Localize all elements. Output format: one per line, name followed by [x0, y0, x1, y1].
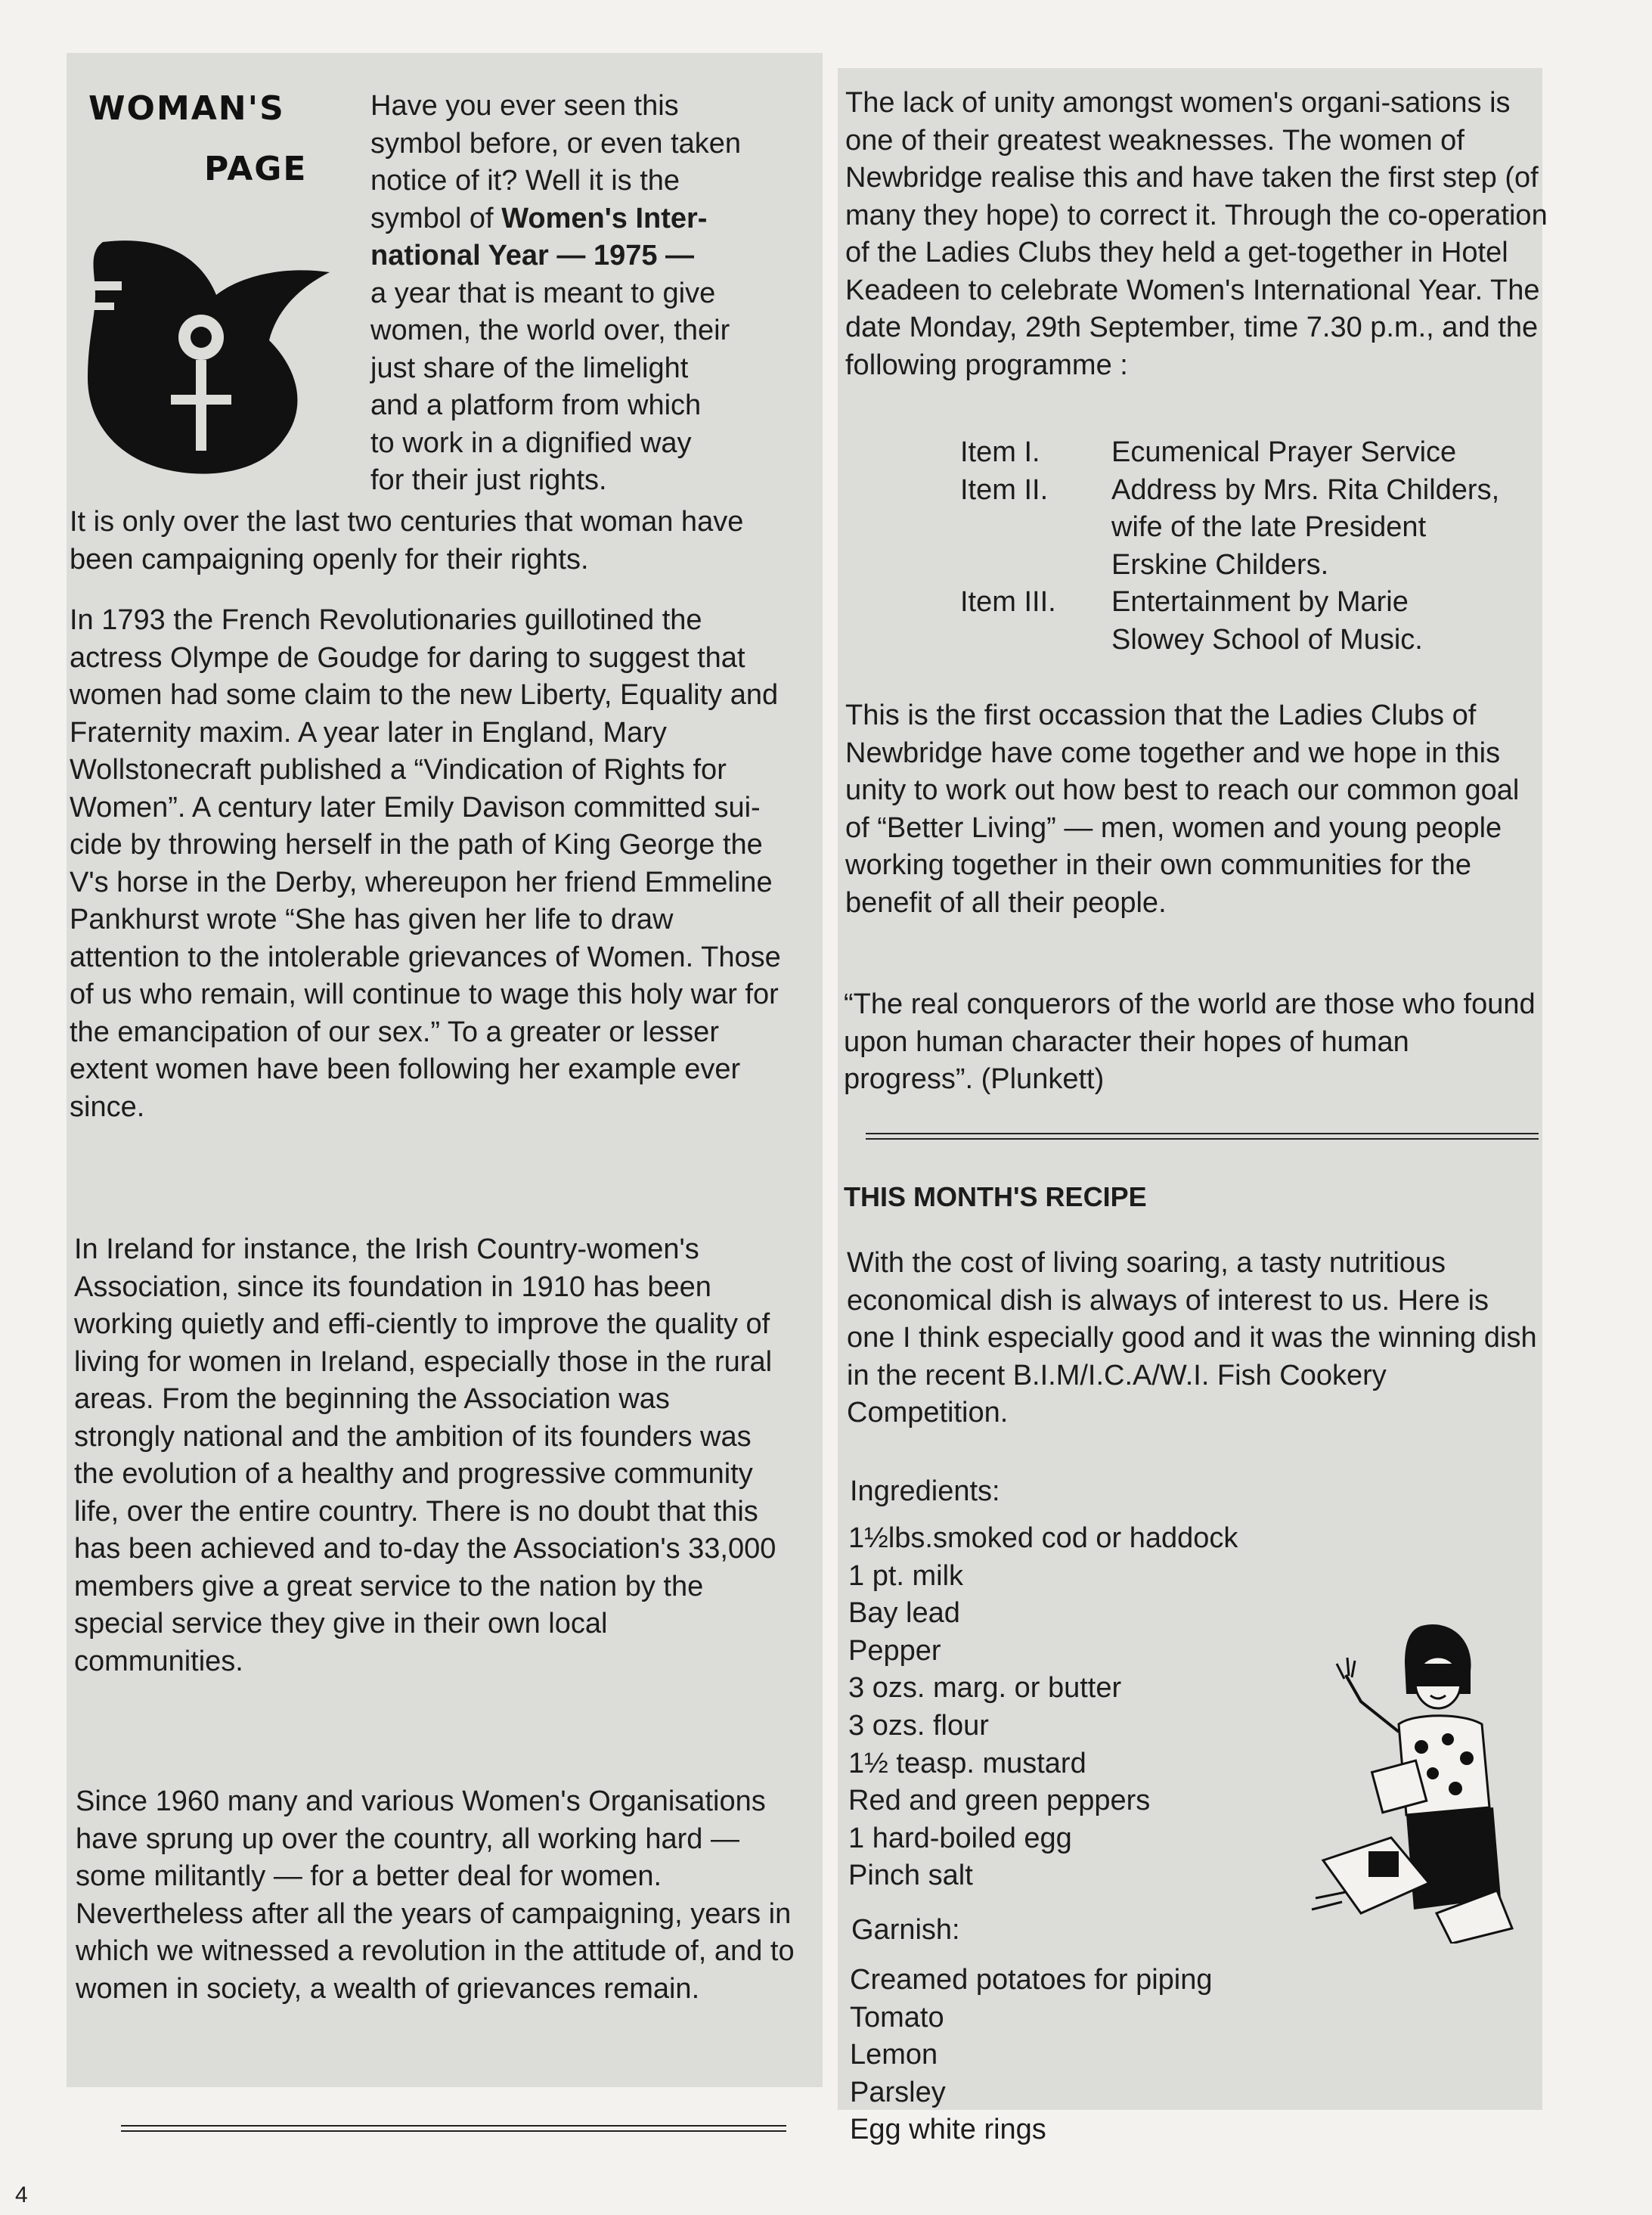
intro-line: to work in a dignified way — [370, 427, 692, 459]
intro-line: notice of it? Well it is the — [370, 165, 680, 197]
woman-cooking-illustration — [1300, 1611, 1527, 1944]
programme-item-number: Item III. — [960, 586, 1056, 618]
recipe-title: THIS MONTH'S RECIPE — [844, 1181, 1147, 1212]
garnish-item: Parsley — [850, 2076, 946, 2108]
womens-year-symbol-icon — [73, 227, 345, 484]
intro-line: Have you ever seen this — [370, 90, 679, 122]
programme-item-desc: Address by Mrs. Rita Childers, wife of the late President Erskine Childers. — [1111, 473, 1500, 581]
ingredient-item: 1 hard-boiled egg — [848, 1822, 1072, 1854]
intro-line: a year that is meant to give — [370, 277, 716, 309]
programme-item — [960, 434, 1505, 472]
intro-line: women, the world over, their — [370, 315, 730, 346]
intro-tail-paragraph: It is only over the last two centuries that woman have been campaigning openly for their rights. — [70, 506, 744, 575]
ingredient-item: 3 ozs. marg. or butter — [848, 1672, 1122, 1705]
intro-line: just share of the limelight — [370, 352, 689, 384]
ingredients-label: Ingredients: — [850, 1475, 1000, 1507]
intro-line-bold: national Year — 1975 — — [370, 240, 695, 271]
ingredient-item: Bay lead — [848, 1597, 960, 1630]
page-heading-page: PAGE — [204, 150, 308, 188]
ingredients-list — [848, 1520, 1238, 1895]
icwa-paragraph: In Ireland for instance, the Irish Country-women's Association, since its foundation in 1910 has been working quietly and effi-ciently to improve the quality of living for women in Ireland, especially those in the rural areas. From the beginning the Association was strongly national and the ambition of its founders was the evolution of a healthy and progressive community life, over the entire country. There is no doubt that this has been achieved and to-day the Association's 33,000 members give a great service to the nation by the special service they give in their own local communities. — [74, 1233, 776, 1677]
programme-item — [960, 472, 1505, 585]
programme-item-desc: Ecumenical Prayer Service — [1111, 436, 1457, 468]
intro-line: for their just rights. — [370, 464, 607, 496]
unity-paragraph: The lack of unity amongst women's organi-sations is one of their greatest weaknesses. The women of Newbridge realise this and have taken the first step (of many they hope) to correct it. Through the co-operation of the Ladies Clubs they held a get-together in Hotel Keadeen to celebrate Women's International Year. The date Monday, 29th September, time 7.30 p.m., and the following programme : — [845, 87, 1548, 381]
ingredient-item: Red and green peppers — [848, 1785, 1151, 1817]
recipe-intro: With the cost of living soaring, a tasty nutritious economical dish is always of interest to us. Here is one I think especially good and it was the winning dish in the recent B.I.M/I.C.A/W.I. Fish Cookery Competition. — [847, 1247, 1537, 1429]
intro-line: and a platform from which — [370, 389, 702, 421]
history-paragraph: In 1793 the French Revolutionaries guillotined the actress Olympe de Goudge for daring to suggest that women had some claim to the new Liberty, Equality and Fraternity maxim. A year later in England, Mary Wollstonecraft published a “Vindication of Rights for Women”. A century later Emily Davison committed sui-cide by throwing herself in the path of King George the V's horse in the Derby, whereupon her friend Emmeline Pankhurst wrote “She has given her life to draw attention to the intolerable grievances of Women. Those of us who remain, will continue to wage this holy war for the emancipation of our sex.” To a greater or lesser extent women have been following her example ever since. — [70, 604, 781, 1123]
garnish-item: Tomato — [850, 2001, 944, 2034]
programme-item-desc: Entertainment by Marie Slowey School of Music. — [1111, 586, 1423, 656]
programme-item-number: Item II. — [960, 473, 1049, 506]
intro-text — [370, 88, 817, 500]
ingredient-item: 3 ozs. flour — [848, 1709, 989, 1742]
garnish-label: Garnish: — [851, 1914, 960, 1946]
ingredient-item: 1 pt. milk — [848, 1559, 964, 1592]
plunkett-quote: “The real conquerors of the world are those who found upon human character their hopes of human progress”. (Plunkett) — [844, 988, 1536, 1095]
garnish-list — [850, 1962, 1213, 2149]
page-heading-womans: WOMAN'S — [88, 89, 285, 128]
page-number: 4 — [15, 2182, 28, 2207]
left-divider — [121, 2125, 786, 2132]
right-divider — [866, 1133, 1539, 1140]
intro-line: symbol of — [370, 202, 494, 234]
programme-item-number: Item I. — [960, 436, 1040, 468]
garnish-item: Creamed potatoes for piping — [850, 1964, 1213, 1996]
intro-line: symbol before, or even taken — [370, 127, 742, 160]
garnish-item: Egg white rings — [850, 2114, 1046, 2146]
intro-line-bold: Women's Inter- — [501, 202, 708, 234]
ladies-clubs-paragraph: This is the first occassion that the Ladies Clubs of Newbridge have come together and we hope in this unity to work out how best to reach our common goal of “Better Living” — men, women and young people working together in their own communities for the benefit of all their people. — [845, 700, 1520, 919]
ingredient-item: Pepper — [848, 1634, 941, 1667]
garnish-item: Lemon — [850, 2039, 938, 2071]
programme-item — [960, 584, 1505, 659]
ingredient-item: 1½ teasp. mustard — [848, 1747, 1086, 1779]
ingredient-item: 1½lbs.smoked cod or haddock — [848, 1522, 1238, 1554]
ingredient-item: Pinch salt — [848, 1860, 973, 1892]
organisations-paragraph: Since 1960 many and various Women's Organisations have sprung up over the country, all working hard — some militantly — for a better deal for women. Nevertheless after all the years of campaigning, years in which we witnessed a revolution in the attitude of, and to women in society, a wealth of grievances remain. — [76, 1785, 795, 2005]
programme-list — [960, 434, 1505, 659]
